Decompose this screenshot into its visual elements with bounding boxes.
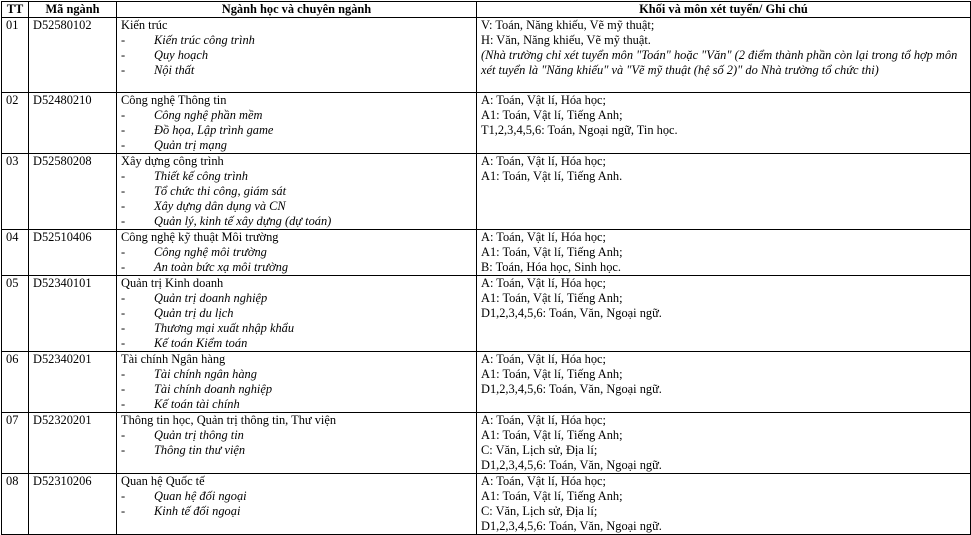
row-number: 08 xyxy=(2,474,29,535)
specialization-item xyxy=(121,138,476,153)
specialization-item xyxy=(121,428,476,443)
table-row xyxy=(2,413,971,474)
table-row xyxy=(2,18,971,93)
specialization-name: An toàn bức xạ môi trường xyxy=(154,260,289,274)
bullet-dash: - xyxy=(121,199,126,213)
major-cell xyxy=(117,413,477,474)
specialization-item xyxy=(121,260,476,275)
subject-group: A: Toán, Vật lí, Hóa học; xyxy=(481,413,606,427)
specialization-name: Quản lý, kinh tế xây dựng (dự toán) xyxy=(154,214,332,228)
header-major: Ngành học và chuyên ngành xyxy=(117,2,477,18)
specialization-item xyxy=(121,245,476,260)
major-code: D52580208 xyxy=(29,154,117,230)
row-number: 07 xyxy=(2,413,29,474)
bullet-dash: - xyxy=(121,382,126,396)
specialization-name: Kế toán Kiểm toán xyxy=(154,336,248,350)
header-tt: TT xyxy=(2,2,29,18)
row-number: 04 xyxy=(2,230,29,276)
major-code: D52320201 xyxy=(29,413,117,474)
row-number: 03 xyxy=(2,154,29,230)
specialization-item xyxy=(121,169,476,184)
specialization-name: Quản trị thông tin xyxy=(154,428,244,442)
bullet-dash: - xyxy=(121,489,126,503)
specialization-item xyxy=(121,382,476,397)
specialization-item xyxy=(121,291,476,306)
specialization-name: Nội thất xyxy=(154,63,195,77)
subject-group: B: Toán, Hóa học, Sinh học. xyxy=(481,260,622,274)
major-cell xyxy=(117,154,477,230)
note-cell xyxy=(477,352,971,413)
major-name: Công nghệ Thông tin xyxy=(121,93,227,107)
bullet-dash: - xyxy=(121,260,126,274)
specialization-name: Kiến trúc công trình xyxy=(154,33,255,47)
specialization-name: Xây dựng dân dụng và CN xyxy=(154,199,286,213)
subject-group: V: Toán, Năng khiếu, Vẽ mỹ thuật; xyxy=(481,18,655,32)
subject-group: C: Văn, Lịch sử, Địa lí; xyxy=(481,443,598,457)
subject-group: D1,2,3,4,5,6: Toán, Văn, Ngoại ngữ. xyxy=(481,306,662,320)
specialization-item xyxy=(121,123,476,138)
major-name: Quan hệ Quốc tế xyxy=(121,474,205,488)
major-name: Thông tin học, Quản trị thông tin, Thư viện xyxy=(121,413,337,427)
specialization-item xyxy=(121,306,476,321)
major-code: D52510406 xyxy=(29,230,117,276)
specialization-name: Tài chính doanh nghiệp xyxy=(154,382,273,396)
bullet-dash: - xyxy=(121,428,126,442)
specialization-item xyxy=(121,397,476,412)
bullet-dash: - xyxy=(121,108,126,122)
major-code: D52580102 xyxy=(29,18,117,93)
row-number: 06 xyxy=(2,352,29,413)
bullet-dash: - xyxy=(121,397,126,411)
subject-group: A: Toán, Vật lí, Hóa học; xyxy=(481,93,606,107)
major-code: D52340201 xyxy=(29,352,117,413)
specialization-item xyxy=(121,336,476,351)
specialization-item xyxy=(121,199,476,214)
specialization-name: Đồ họa, Lập trình game xyxy=(154,123,274,137)
major-cell xyxy=(117,474,477,535)
subject-group: A1: Toán, Vật lí, Tiếng Anh; xyxy=(481,245,623,259)
table-row xyxy=(2,352,971,413)
specialization-item xyxy=(121,367,476,382)
subject-group: D1,2,3,4,5,6: Toán, Văn, Ngoại ngữ. xyxy=(481,519,662,533)
subject-group: A: Toán, Vật lí, Hóa học; xyxy=(481,276,606,290)
specialization-item xyxy=(121,504,476,519)
note-cell xyxy=(477,18,971,93)
specialization-name: Quản trị doanh nghiệp xyxy=(154,291,268,305)
specialization-name: Quản trị du lịch xyxy=(154,306,234,320)
subject-group: H: Văn, Năng khiếu, Vẽ mỹ thuật. xyxy=(481,33,651,47)
specialization-item xyxy=(121,489,476,504)
bullet-dash: - xyxy=(121,291,126,305)
specialization-item xyxy=(121,184,476,199)
bullet-dash: - xyxy=(121,336,126,350)
note-cell xyxy=(477,276,971,352)
specialization-name: Tài chính ngân hàng xyxy=(154,367,257,381)
bullet-dash: - xyxy=(121,138,126,152)
specialization-name: Kế toán tài chính xyxy=(154,397,240,411)
major-code: D52340101 xyxy=(29,276,117,352)
specialization-item xyxy=(121,108,476,123)
specialization-item xyxy=(121,214,476,229)
bullet-dash: - xyxy=(121,504,126,518)
admission-table xyxy=(1,1,971,535)
bullet-dash: - xyxy=(121,48,126,62)
bullet-dash: - xyxy=(121,245,126,259)
major-cell xyxy=(117,230,477,276)
subject-group: T1,2,3,4,5,6: Toán, Ngoại ngữ, Tin học. xyxy=(481,123,678,137)
specialization-name: Quy hoạch xyxy=(154,48,209,62)
specialization-name: Thông tin thư viện xyxy=(154,443,246,457)
specialization-name: Tổ chức thi công, giám sát xyxy=(154,184,287,198)
major-cell xyxy=(117,18,477,93)
specialization-item xyxy=(121,33,476,48)
note-cell xyxy=(477,230,971,276)
subject-group: A1: Toán, Vật lí, Tiếng Anh; xyxy=(481,428,623,442)
major-code: D52310206 xyxy=(29,474,117,535)
major-name: Công nghệ kỹ thuật Môi trường xyxy=(121,230,279,244)
table-row xyxy=(2,276,971,352)
subject-group: C: Văn, Lịch sử, Địa lí; xyxy=(481,504,598,518)
bullet-dash: - xyxy=(121,123,126,137)
admission-note: (Nhà trường chỉ xét tuyển môn "Toán" hoặc "Văn" (2 điểm thành phần còn lại trong tổ hợp môn xét tuyển là "Năng khiếu" và "Vẽ mỹ thuật (hệ số 2)" do Nhà trường tổ chức thi) xyxy=(481,48,958,77)
subject-group: A: Toán, Vật lí, Hóa học; xyxy=(481,230,606,244)
table-row xyxy=(2,93,971,154)
bullet-dash: - xyxy=(121,169,126,183)
specialization-name: Quan hệ đối ngoại xyxy=(154,489,247,503)
table-row xyxy=(2,230,971,276)
major-cell xyxy=(117,276,477,352)
subject-group: A: Toán, Vật lí, Hóa học; xyxy=(481,154,606,168)
specialization-name: Thiết kế công trình xyxy=(154,169,248,183)
bullet-dash: - xyxy=(121,306,126,320)
row-number: 05 xyxy=(2,276,29,352)
header-note: Khối và môn xét tuyển/ Ghi chú xyxy=(477,2,971,18)
bullet-dash: - xyxy=(121,33,126,47)
subject-group: A1: Toán, Vật lí, Tiếng Anh; xyxy=(481,489,623,503)
bullet-dash: - xyxy=(121,367,126,381)
major-name: Tài chính Ngân hàng xyxy=(121,352,226,366)
major-name: Quản trị Kinh doanh xyxy=(121,276,224,290)
header-code: Mã ngành xyxy=(29,2,117,18)
row-number: 01 xyxy=(2,18,29,93)
bullet-dash: - xyxy=(121,321,126,335)
subject-group: A: Toán, Vật lí, Hóa học; xyxy=(481,474,606,488)
subject-group: D1,2,3,4,5,6: Toán, Văn, Ngoại ngữ. xyxy=(481,382,662,396)
subject-group: A1: Toán, Vật lí, Tiếng Anh. xyxy=(481,169,623,183)
bullet-dash: - xyxy=(121,214,126,228)
specialization-item xyxy=(121,321,476,336)
subject-group: A1: Toán, Vật lí, Tiếng Anh; xyxy=(481,291,623,305)
specialization-item xyxy=(121,443,476,458)
note-cell xyxy=(477,413,971,474)
major-cell xyxy=(117,352,477,413)
specialization-name: Quản trị mạng xyxy=(154,138,227,152)
subject-group: A: Toán, Vật lí, Hóa học; xyxy=(481,352,606,366)
bullet-dash: - xyxy=(121,63,126,77)
major-cell xyxy=(117,93,477,154)
major-code: D52480210 xyxy=(29,93,117,154)
specialization-name: Công nghệ phần mềm xyxy=(154,108,263,122)
note-cell xyxy=(477,93,971,154)
specialization-name: Kinh tế đối ngoại xyxy=(154,504,241,518)
specialization-name: Thương mại xuất nhập khẩu xyxy=(154,321,295,335)
subject-group: A1: Toán, Vật lí, Tiếng Anh; xyxy=(481,108,623,122)
bullet-dash: - xyxy=(121,184,126,198)
table-row xyxy=(2,154,971,230)
specialization-item xyxy=(121,63,476,78)
subject-group: A1: Toán, Vật lí, Tiếng Anh; xyxy=(481,367,623,381)
subject-group: D1,2,3,4,5,6: Toán, Văn, Ngoại ngữ. xyxy=(481,458,662,472)
header-row xyxy=(2,2,971,18)
major-name: Kiến trúc xyxy=(121,18,168,32)
note-cell xyxy=(477,474,971,535)
note-cell xyxy=(477,154,971,230)
specialization-name: Công nghệ môi trường xyxy=(154,245,267,259)
major-name: Xây dựng công trình xyxy=(121,154,224,168)
bullet-dash: - xyxy=(121,443,126,457)
table-row xyxy=(2,474,971,535)
row-number: 02 xyxy=(2,93,29,154)
specialization-item xyxy=(121,48,476,63)
